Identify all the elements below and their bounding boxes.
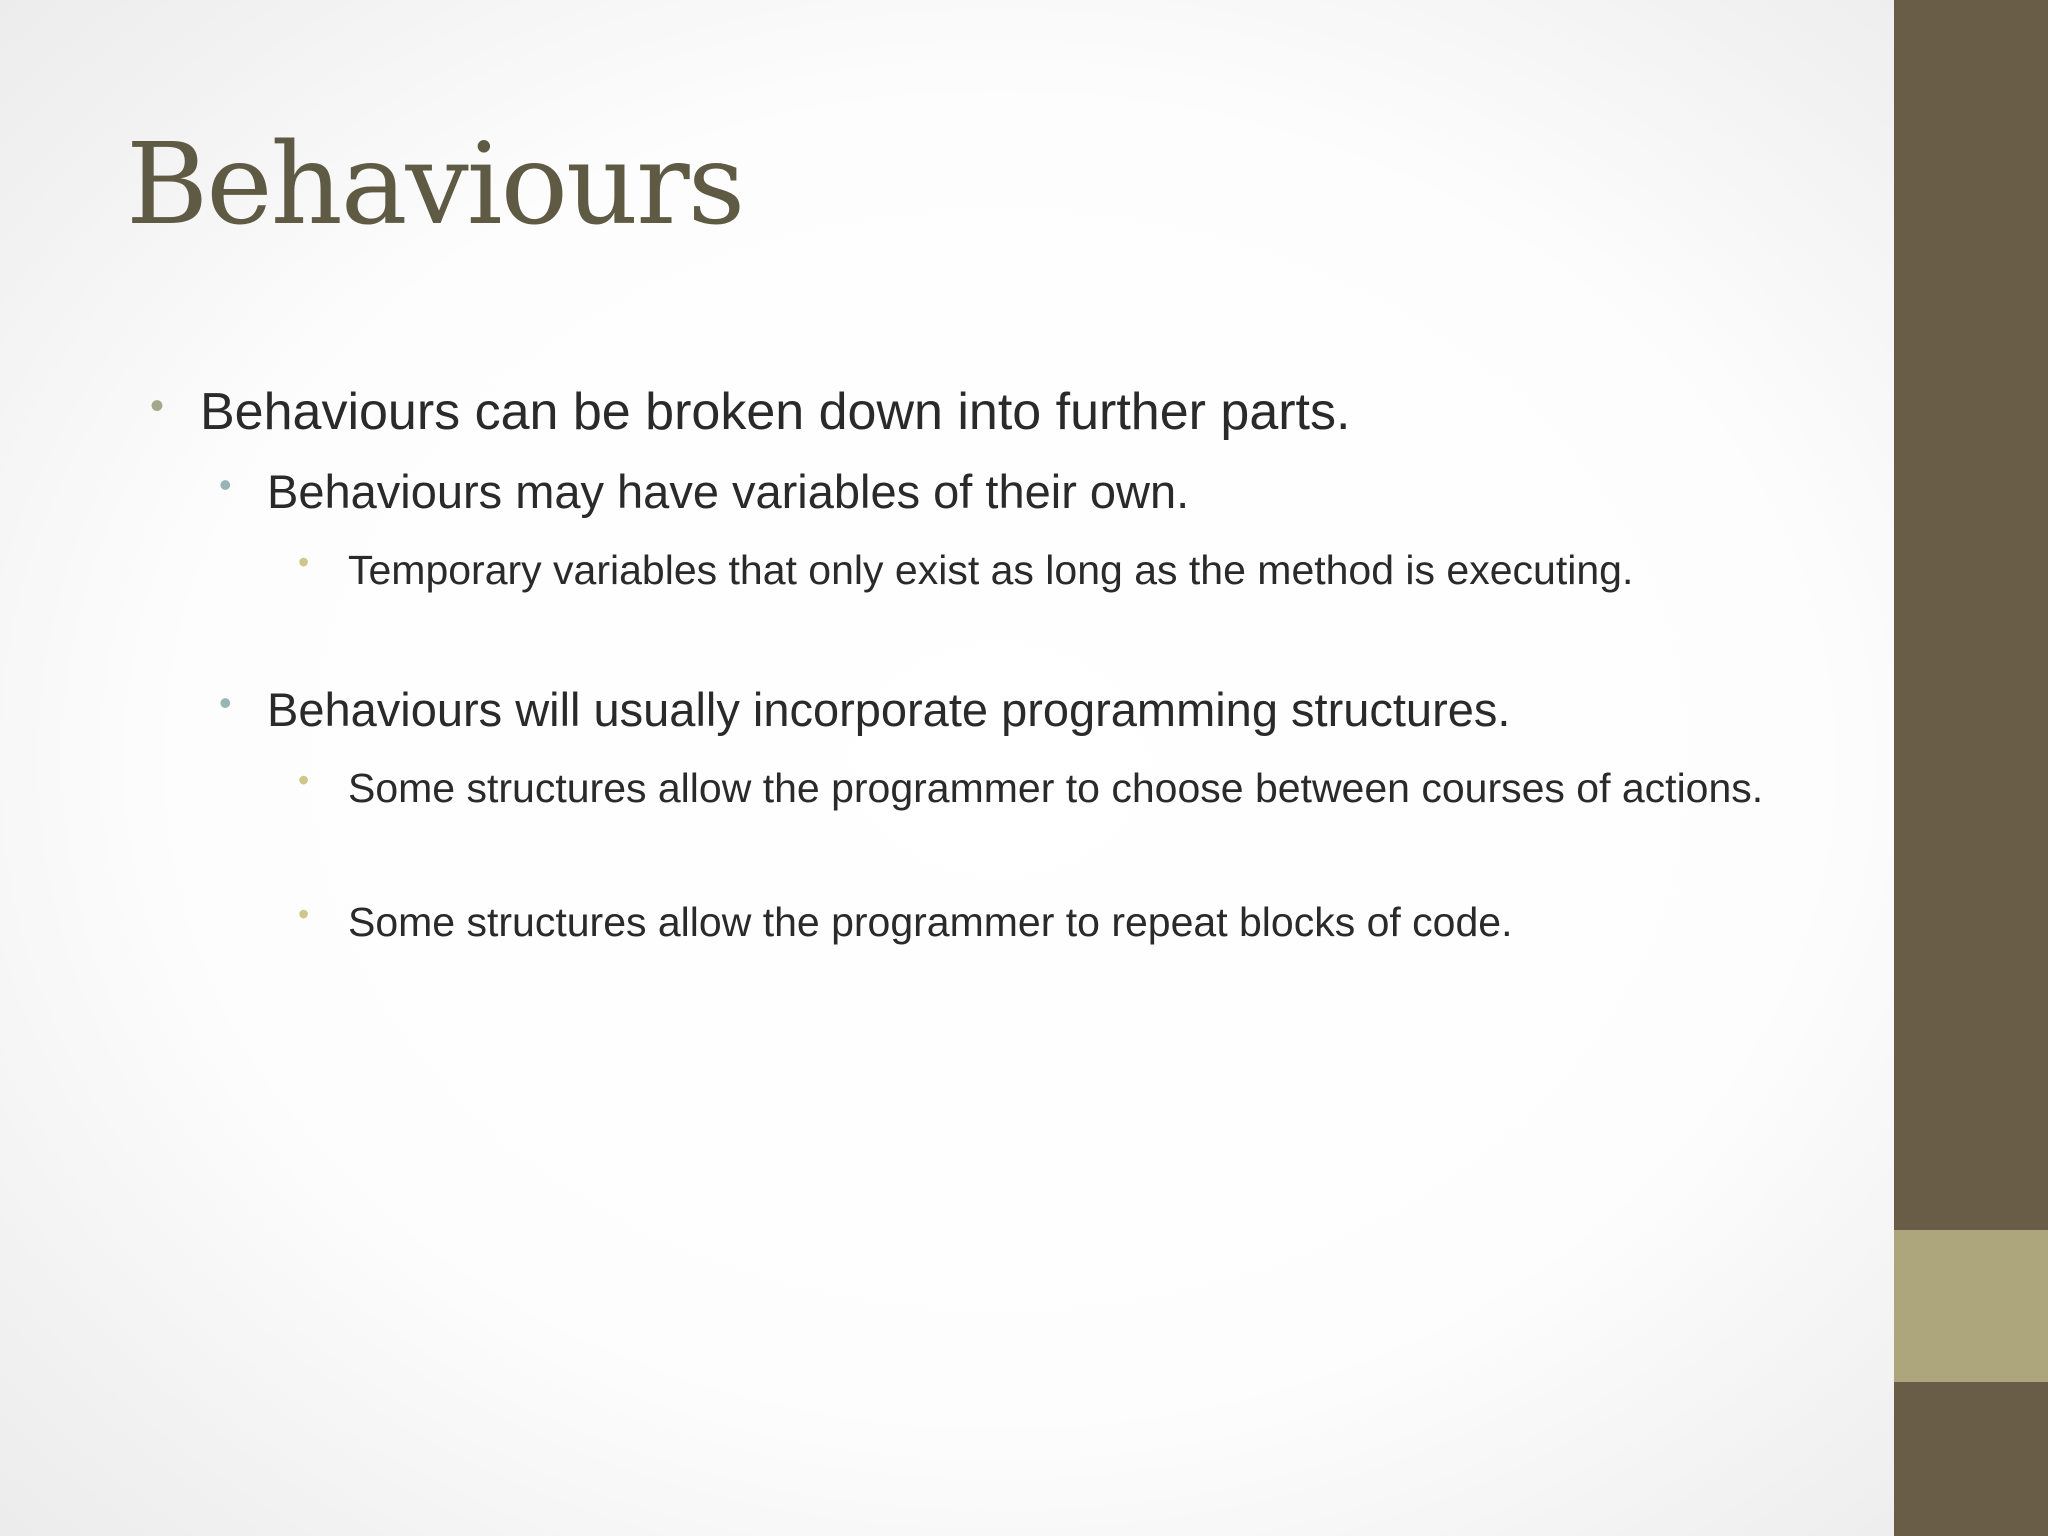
bullet-text: Behaviours can be broken down into further parts. <box>200 383 1351 441</box>
bullet-dot-icon: • <box>298 544 310 580</box>
bullet-dot-icon: • <box>298 896 310 932</box>
bullet-dot-icon: • <box>219 464 232 505</box>
bullet-text: Behaviours may have variables of their own. <box>267 465 1190 518</box>
bullet-dot-icon: • <box>219 682 232 723</box>
bullet-item-level2 <box>219 682 1767 738</box>
bullet-text: Temporary variables that only exist as long as the method is executing. <box>348 547 1634 593</box>
bullet-item-level3 <box>298 758 1764 819</box>
sidebar-dark-band <box>1894 0 2048 1230</box>
bullet-dot-icon: • <box>150 384 165 428</box>
bullet-text: Some structures allow the programmer to repeat blocks of code. <box>348 899 1513 945</box>
bullet-item-level3 <box>298 892 1748 953</box>
bullet-item-level2 <box>219 464 1767 520</box>
sidebar-bottom-band <box>1894 1382 2048 1536</box>
bullet-dot-icon: • <box>298 762 310 798</box>
decorative-sidebar <box>1894 0 2048 1536</box>
bullet-item-level1 <box>150 382 1700 442</box>
slide-title: Behaviours <box>126 120 744 250</box>
bullet-text: Behaviours will usually incorporate programming structures. <box>267 683 1511 736</box>
sidebar-accent-band <box>1894 1230 2048 1382</box>
bullet-text: Some structures allow the programmer to choose between courses of actions. <box>348 765 1764 811</box>
bullet-item-level3 <box>298 540 1748 601</box>
